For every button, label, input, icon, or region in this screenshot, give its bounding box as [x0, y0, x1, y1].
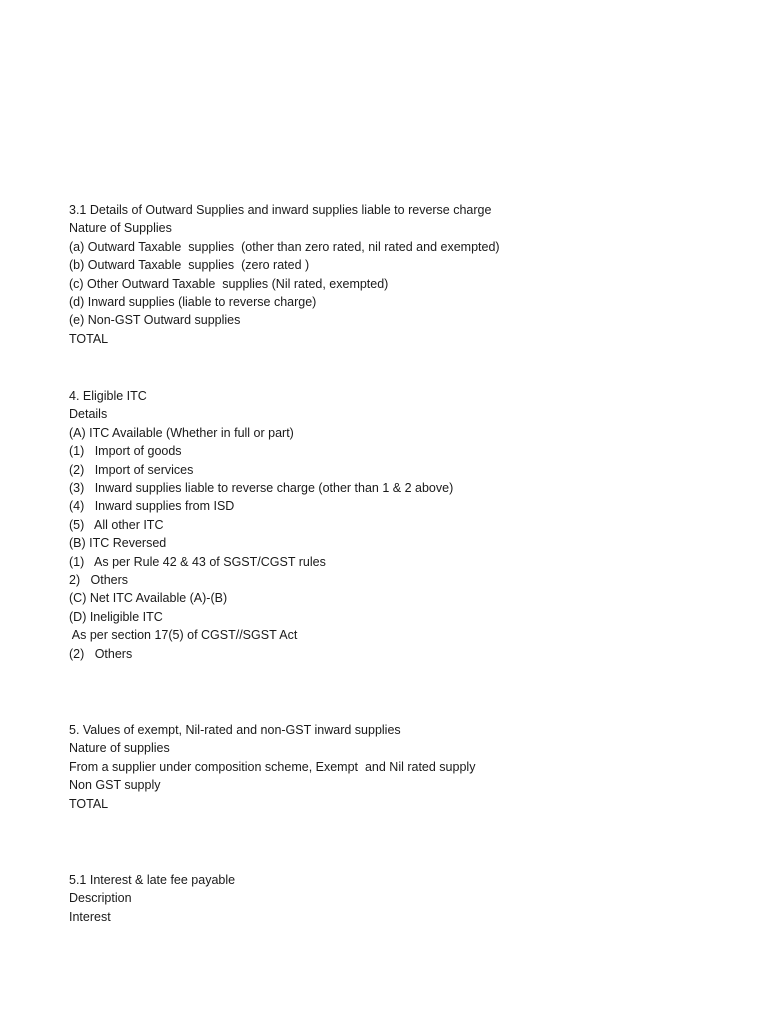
- section-title: 4. Eligible ITC: [69, 389, 147, 403]
- list-item: (e) Non-GST Outward supplies: [69, 313, 241, 328]
- table-header: Description: [69, 891, 132, 906]
- list-item: (A) ITC Available (Whether in full or part): [69, 425, 294, 440]
- section-title: 5.1 Interest & late fee payable: [69, 873, 236, 887]
- list-item: (c) Other Outward Taxable supplies (Nil rated, exempted): [69, 276, 389, 291]
- list-item: As per section 17(5) of CGST//SGST Act: [69, 628, 298, 643]
- list-item: (2) Import of services: [69, 462, 194, 477]
- section-4: [69, 387, 453, 663]
- list-item: (b) Outward Taxable supplies (zero rated ): [69, 258, 310, 273]
- list-item: (C) Net ITC Available (A)-(B): [69, 591, 228, 606]
- list-item: (1) As per Rule 42 & 43 of SGST/CGST rules: [69, 554, 326, 569]
- table-header: Nature of Supplies: [69, 221, 172, 236]
- table-header: Details: [69, 407, 108, 422]
- list-item: (2) Others: [69, 646, 133, 661]
- list-item: (d) Inward supplies (liable to reverse charge): [69, 295, 317, 310]
- list-item: (4) Inward supplies from ISD: [69, 499, 235, 514]
- list-item: (a) Outward Taxable supplies (other than zero rated, nil rated and exempted): [69, 239, 500, 254]
- section-5-1: [69, 871, 235, 926]
- section-5: [69, 721, 475, 813]
- section-3-1: [69, 201, 500, 348]
- section-title: 3.1 Details of Outward Supplies and inward supplies liable to reverse charge: [69, 203, 492, 217]
- list-item: (B) ITC Reversed: [69, 536, 167, 551]
- list-item: (5) All other ITC: [69, 517, 164, 532]
- total-label: TOTAL: [69, 331, 109, 346]
- list-item: 2) Others: [69, 573, 129, 588]
- section-title: 5. Values of exempt, Nil-rated and non-GST inward supplies: [69, 723, 401, 737]
- list-item: (3) Inward supplies liable to reverse charge (other than 1 & 2 above): [69, 481, 454, 496]
- table-header: Nature of supplies: [69, 741, 170, 756]
- list-item: Non GST supply: [69, 778, 161, 793]
- total-label: TOTAL: [69, 796, 109, 811]
- list-item: (1) Import of goods: [69, 444, 182, 459]
- list-item: (D) Ineligible ITC: [69, 609, 163, 624]
- list-item: From a supplier under composition scheme, Exempt and Nil rated supply: [69, 759, 476, 774]
- list-item: Interest: [69, 909, 111, 924]
